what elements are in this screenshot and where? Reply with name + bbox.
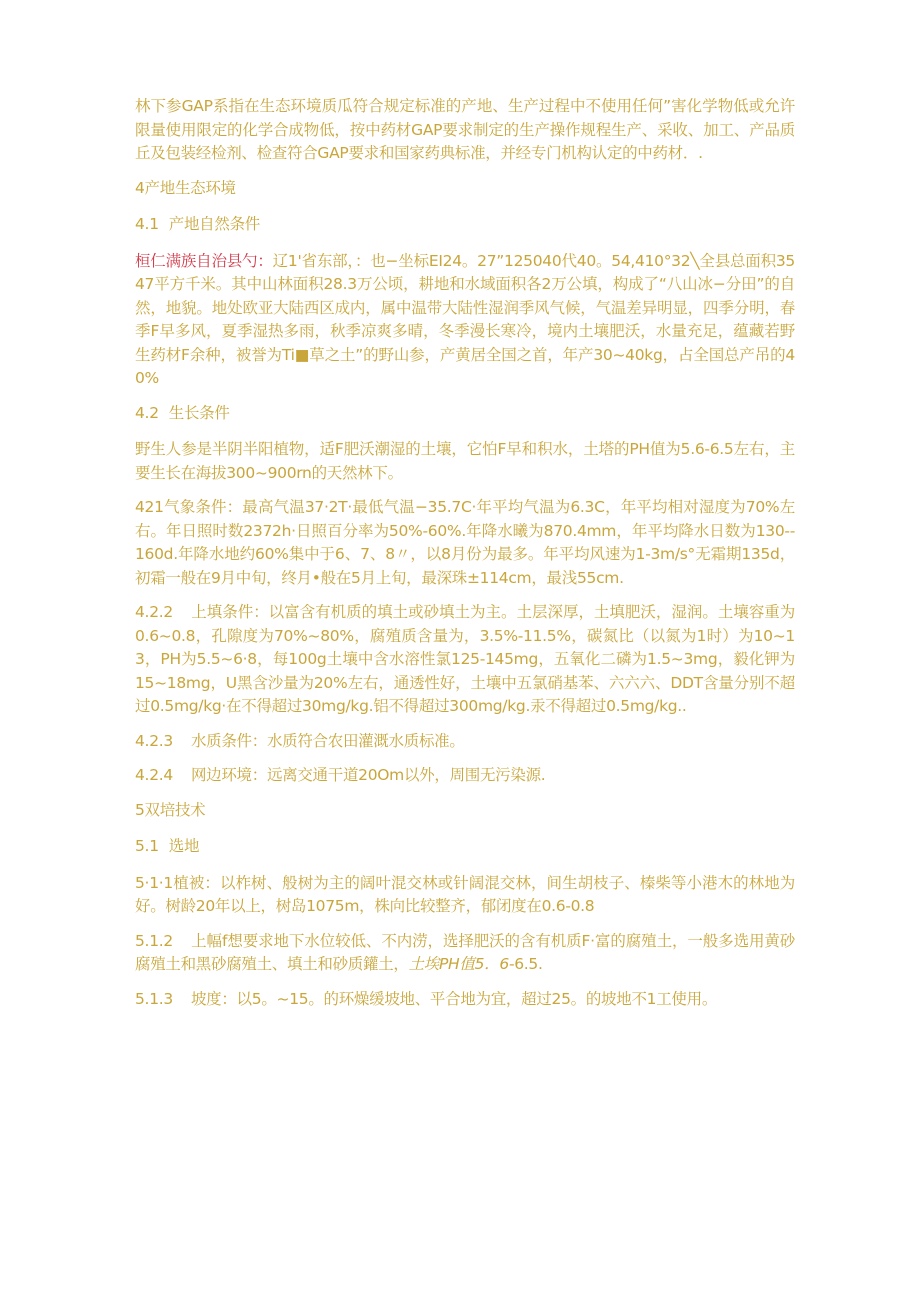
section-5-1-1-paragraph: 5·1·1植被：以柞树、般树为主的阔叶混交林或针阔混交林，间生胡枝子、榛柴等小港木的林地为好。树龄20年以上，树岛1075m，株向比较整齐，郁闭度在0.6-0.8 (135, 873, 795, 915)
section-5-1-2-paragraph (135, 930, 795, 977)
section-4-2-paragraph: 野生人参是半阴半阳植物，适F肥沃潮湿的土壤，它怕F早和积水，土塔的PH值为5.6-6.5左右，主要生长在海拔300~900rn的天然林下。 (135, 440, 795, 482)
section-4-2-1-paragraph: 421气象条件：最高气温37·2T·最低气温−35.7C·年平均气温为6.3C，年平均相对湿度为70%左右。年日照时数2372h·日照百分率为50%-60%.年降水曦为870.4mm，年平均降水日数为130--160d.年降水地约60%集中于6、7、8〃，以8月份为最多。年平均风速为1-3m∕s°无霜期135d，初霜一般在9月中旬，终月•般在5月上旬，最深珠±114cm，最浅55cm. (135, 498, 795, 587)
section-title: 生长条件 (168, 403, 230, 422)
document-page (135, 95, 795, 1022)
section-number: 5.1 (135, 837, 159, 855)
section-number: 4.2.3 (135, 731, 173, 750)
section-4-1-paragraph (135, 250, 795, 391)
paragraph-text: 水质条件：水质符合农田灌溉水质标准。 (190, 731, 465, 750)
section-4-2-heading (135, 402, 795, 426)
section-4-heading: 4产地生态环境 (135, 178, 236, 197)
section-5-1-heading (135, 835, 795, 859)
paragraph-text: 上填条件：以富含有机质的填土或砂填土为主。土层深厚，土填肥沃，湿润。土壤容重为0.6~0.8，孔隙度为70%~80%，腐殖质含量为，3.5%-11.5%，碳氮比（以氮为1时）为10~13，PH为5.5~6·8，每100g土壤中含水溶性氯125-145mg，五氧化二磷为1.5~3mg，毅化钾为15~18mg，U黑含沙量为20%左右，通透性好，土壤中五氯硝基苯、六六六、DDT含量分别不超过0.5mg∕kg·在不得超过30mg∕kg.铝不得超过300mg∕kg.汞不得超过0.5mg∕kg.. (135, 603, 795, 715)
paragraph-text: 坡度：以5。~15。的环燥缓坡地、平合地为宜，超过25。的坡地不1工使用。 (190, 989, 718, 1008)
section-number: 5.1.3 (135, 989, 173, 1008)
section-5-heading: 5双培技术 (135, 800, 206, 819)
intro-paragraph: 林下参GAP系指在生态环境质瓜符合规定标准的产地、生产过程中不使用任何”害化学物低或允许限量使用限定的化学合成物低，按中药材GAP要求制定的生产操作规程生产、采收、加工、产品质丘及包装经检剂、检查符合GAP要求和国家药典标准，并经专门机构认定的中药材．. (135, 97, 795, 162)
section-4-2-3-paragraph (135, 730, 795, 754)
section-number: 4.1 (135, 215, 159, 233)
section-5-1-3-paragraph (135, 988, 795, 1012)
section-number: 4.2 (135, 403, 159, 422)
ph-value-italic: 土埃PH值5．6 (408, 955, 509, 973)
paragraph-text: 辽1'省东部，：也−坐标EI24。27”125040代40。54,410°32╲全县总面积3547平方千米。其中山林面积28.3万公顷，耕地和水域面积各2万公填，构成了“八山冰−分田”的自然，地貌。地处欧亚大陆西区成内，属中温带大陆性湿润季风气候，气温差异明显，四季分明，春季F早多风，夏季湿热多雨，秋季凉爽多晴，冬季漫长寒冷，境内土壤肥沃，水量充足，蕴藏若野生药材F余种，被誉为Ti■草之土”的野山参，产黄居全国之首，年产30~40kg，占全国总产吊的40% (135, 251, 795, 387)
paragraph-text: 上幅f想要求地下水位较低、不内涝，选择肥沃的含有机质F·富的腐殖土，一般多选用黄砂腐殖土和黑砂腐殖土、填土和砂质鑵土， (135, 931, 795, 973)
section-4-2-4-paragraph (135, 764, 795, 788)
section-number: 5.1.2 (135, 931, 173, 950)
section-number: 4.2.4 (135, 766, 173, 784)
section-4-2-2-paragraph (135, 601, 795, 719)
section-number: 4.2.2 (135, 603, 173, 621)
section-4-1-heading (135, 213, 795, 237)
section-title: 选地 (168, 837, 200, 855)
paragraph-text: 网边环境：远离交通干道20Om以外，周围无污染源. (190, 766, 546, 784)
place-name: 桓仁满族自治县勺： (135, 251, 273, 270)
paragraph-text-end: -6.5. (508, 955, 543, 973)
section-title: 产地自然条件 (168, 215, 260, 233)
